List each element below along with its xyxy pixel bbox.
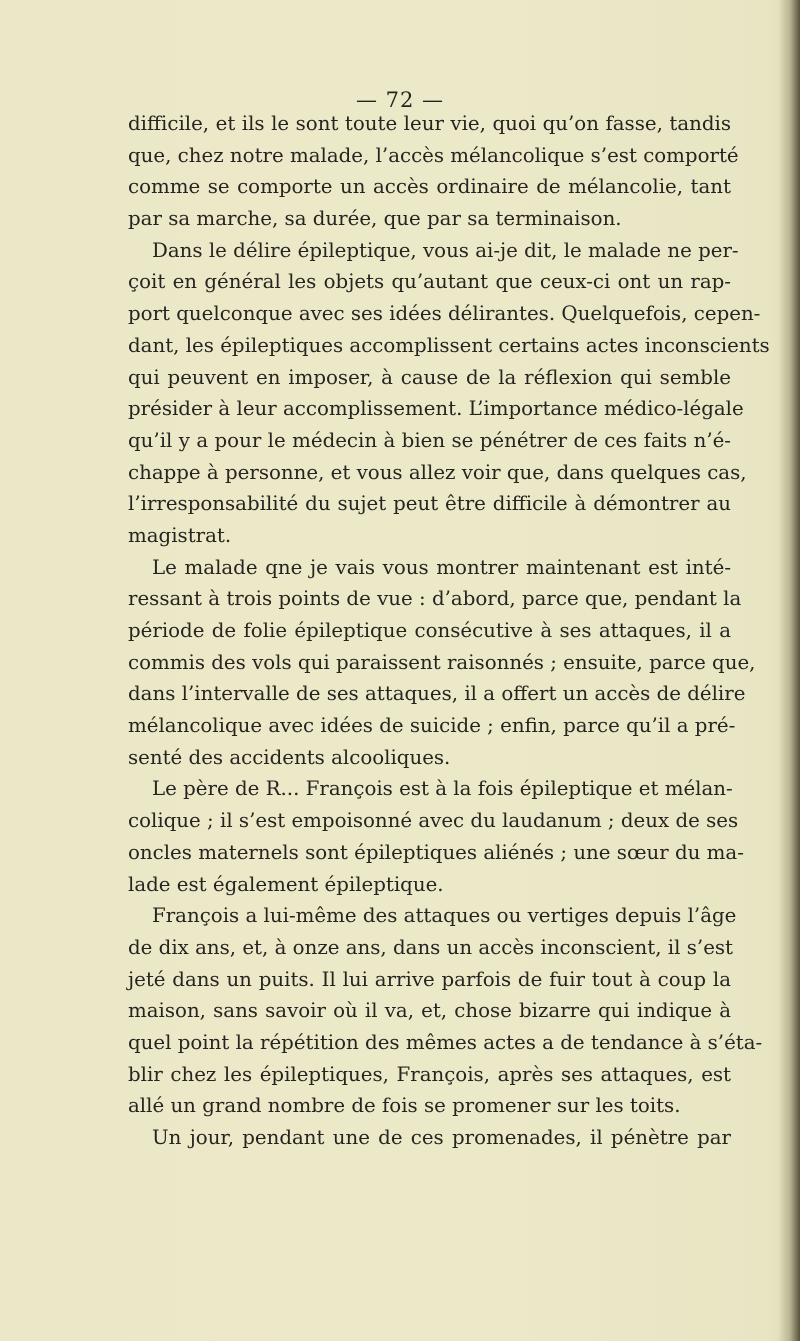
text-line: blir chez les épileptiques, François, après ses attaques, est <box>128 1062 731 1086</box>
text-line: maison, sans savoir où il va, et, chose bizarre qui indique à <box>128 999 731 1023</box>
text-line: Un jour, pendant une de ces promenades, il pénètre par <box>152 1126 731 1149</box>
text-line: Dans le délire épileptique, vous ai-je dit, le malade ne per- <box>152 238 739 262</box>
text-line: commis des vols qui paraissent raisonnés ; ensuite, parce que, <box>128 650 756 674</box>
text-line: oncles maternels sont épileptiques aliénés ; une sœur du ma- <box>128 840 744 864</box>
text-line: présider à leur accomplissement. L’importance médico-légale <box>128 397 744 421</box>
text-line: jeté dans un puits. Il lui arrive parfois de fuir tout à coup la <box>128 967 731 991</box>
text-line: magistrat. <box>128 523 232 547</box>
text-line: qui peuvent en imposer, à cause de la réflexion qui semble <box>128 365 731 389</box>
text-line: l’irresponsabilité du sujet peut être difficile à démontrer au <box>128 492 731 516</box>
text-line: Le malade qne je vais vous montrer maintenant est inté- <box>152 555 731 579</box>
text-line: difficile, et ils le sont toute leur vie, quoi qu’on fasse, tandis <box>128 112 731 135</box>
text-line: de dix ans, et, à onze ans, dans un accès inconscient, il s’est <box>128 935 733 959</box>
text-line: colique ; il s’est empoisonné avec du laudanum ; deux de ses <box>128 809 739 833</box>
text-line: dans l’intervalle de ses attaques, il a offert un accès de délire <box>128 682 746 706</box>
page-number: — 72 — <box>355 88 445 112</box>
text-line: lade est également épileptique. <box>128 872 444 896</box>
text-line: port quelconque avec ses idées délirantes. Quelquefois, cepen- <box>128 302 761 326</box>
text-line: dant, les épileptiques accomplissent certains actes inconscients <box>128 333 770 357</box>
text-line: François a lui-même des attaques ou vertiges depuis l’âge <box>152 904 737 928</box>
text-line: senté des accidents alcooliques. <box>128 745 451 769</box>
text-line: ressant à trois points de vue : d’abord, parce que, pendant la <box>128 587 742 611</box>
text-line: chappe à personne, et vous allez voir que, dans quelques cas, <box>128 460 747 484</box>
text-line: Le père de R... François est à la fois épileptique et mélan- <box>152 777 733 801</box>
text-line: période de folie épileptique consécutive à ses attaques, il a <box>128 619 731 642</box>
text-line: quel point la répétition des mêmes actes a de tendance à s’éta- <box>128 1030 763 1054</box>
body-text <box>128 108 770 1154</box>
page-edge-shadow <box>778 0 800 1341</box>
text-line: que, chez notre malade, l’accès mélancolique s’est comporté <box>128 143 739 167</box>
text-line: par sa marche, sa durée, que par sa terminaison. <box>128 207 622 231</box>
text-line: allé un grand nombre de fois se promener sur les toits. <box>128 1094 681 1118</box>
text-line: çoit en général les objets qu’autant que ceux-ci ont un rap- <box>128 270 731 294</box>
text-line: qu’il y a pour le médecin à bien se pénétrer de ces faits n’é- <box>128 428 731 452</box>
text-line: mélancolique avec idées de suicide ; enfin, parce qu’il a pré- <box>128 714 736 738</box>
text-line: comme se comporte un accès ordinaire de mélancolie, tant <box>128 175 731 199</box>
